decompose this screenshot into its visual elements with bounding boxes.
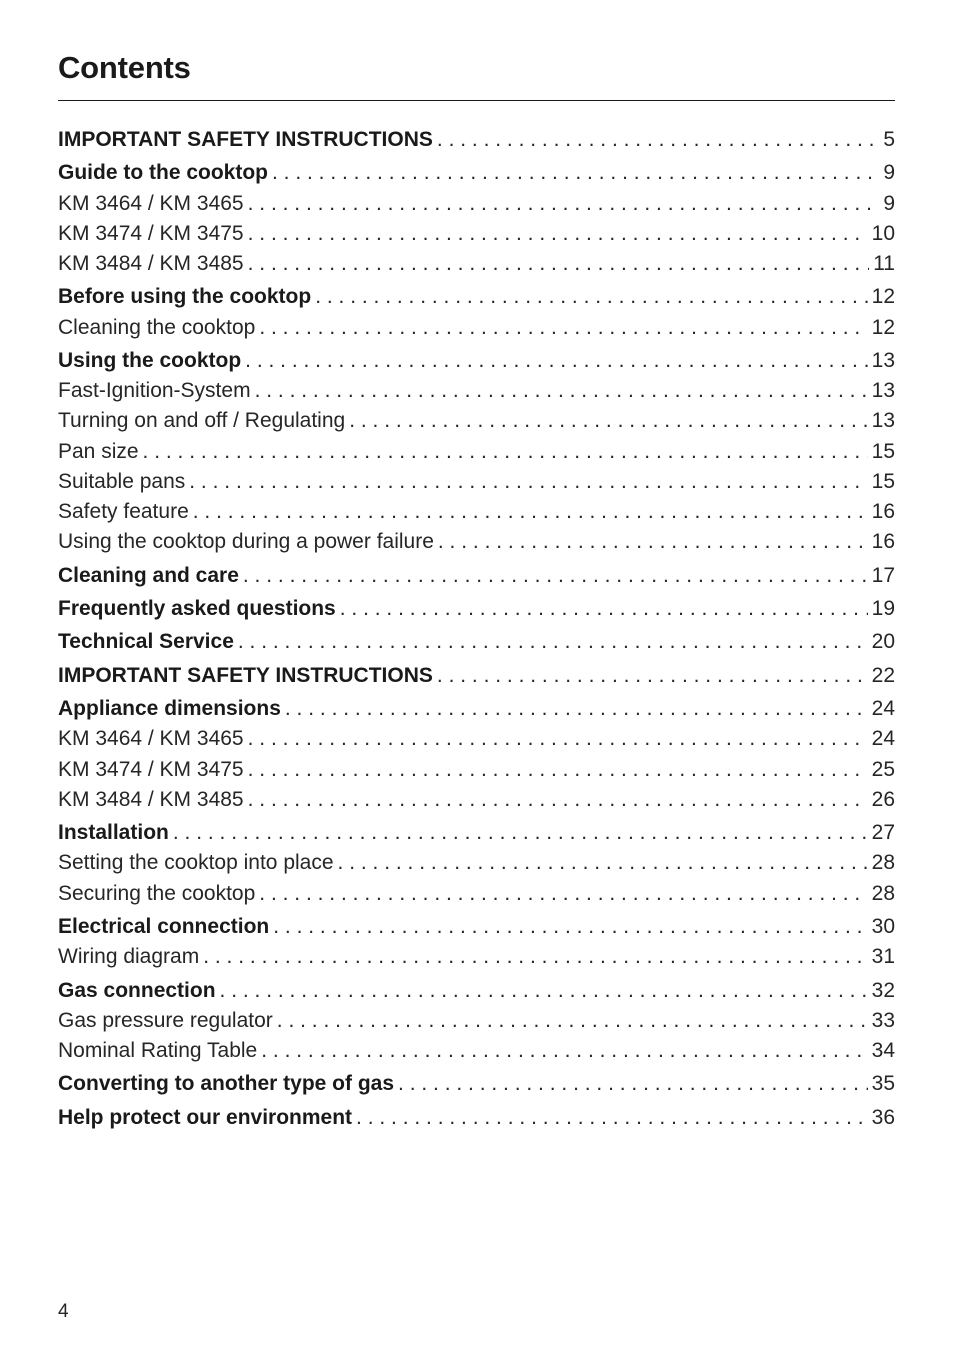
dot-leader <box>255 313 867 343</box>
toc-entry-page: 32 <box>871 978 895 1002</box>
dot-leader <box>257 1036 867 1066</box>
dot-leader <box>234 627 868 657</box>
toc-entry[interactable] <box>58 1006 895 1036</box>
toc-entry-page: 28 <box>871 881 895 905</box>
toc-entry-page: 24 <box>871 697 895 721</box>
toc-entry[interactable] <box>58 219 895 249</box>
toc-entry[interactable] <box>58 785 895 815</box>
toc-entry[interactable] <box>58 437 895 467</box>
toc-entry-page: 16 <box>871 500 895 523</box>
toc-entry-label: Cleaning the cooktop <box>58 315 256 339</box>
toc-entry-label: Cleaning and care <box>58 563 239 587</box>
dot-leader <box>244 249 870 279</box>
dot-leader <box>269 912 867 942</box>
toc-entry-label: KM 3474 / KM 3475 <box>58 757 244 781</box>
toc-entry[interactable] <box>58 724 895 754</box>
dot-leader <box>244 219 868 249</box>
toc-entry-page: 26 <box>871 787 895 811</box>
toc-entry[interactable] <box>58 313 895 343</box>
toc-entry-page: 28 <box>871 851 895 875</box>
toc-entry-label: Gas connection <box>58 978 216 1002</box>
toc-entry-label: Appliance dimensions <box>58 697 281 721</box>
toc-entry[interactable] <box>58 818 895 848</box>
dot-leader <box>239 561 868 591</box>
toc-entry-page: 11 <box>873 252 895 275</box>
toc-entry[interactable] <box>58 627 895 657</box>
toc-entry-label: Turning on and off / Regulating <box>58 409 346 433</box>
toc-entry[interactable] <box>58 694 895 724</box>
toc-entry-label: Guide to the cooktop <box>58 161 268 185</box>
toc-entry-page: 31 <box>871 945 895 969</box>
dot-leader <box>244 755 868 785</box>
dot-leader <box>244 189 880 219</box>
dot-leader <box>189 497 868 527</box>
toc-entry[interactable] <box>58 912 895 942</box>
toc-entry-page: 5 <box>883 128 895 151</box>
toc-entry[interactable] <box>58 755 895 785</box>
toc-entry-page: 15 <box>871 439 895 463</box>
toc-entry[interactable] <box>58 406 895 436</box>
toc-entry-page: 12 <box>871 285 895 309</box>
toc-entry[interactable] <box>58 497 895 527</box>
dot-leader <box>433 125 879 155</box>
dot-leader <box>336 594 868 624</box>
toc-entry[interactable] <box>58 125 895 155</box>
dot-leader <box>273 1006 868 1036</box>
toc-entry[interactable] <box>58 158 895 188</box>
toc-entry[interactable] <box>58 976 895 1006</box>
page-title: Contents <box>58 50 191 85</box>
toc-entry[interactable] <box>58 1069 895 1099</box>
toc-entry[interactable] <box>58 661 895 691</box>
toc-entry-label: Help protect our environment <box>58 1105 353 1129</box>
toc-entry-page: 17 <box>871 563 895 587</box>
toc-entry-label: Installation <box>58 821 169 845</box>
toc-entry[interactable] <box>58 376 895 406</box>
toc-entry-label: Wiring diagram <box>58 945 200 969</box>
toc-entry[interactable] <box>58 346 895 376</box>
toc-entry[interactable] <box>58 1103 895 1133</box>
toc-entry-label: KM 3484 / KM 3485 <box>58 787 244 811</box>
toc-entry-label: Technical Service <box>58 630 234 654</box>
toc-entry-label: IMPORTANT SAFETY INSTRUCTIONS <box>58 663 433 687</box>
toc-entry-page: 13 <box>871 348 895 372</box>
toc-entry-page: 13 <box>871 379 895 403</box>
toc-entry-label: Setting the cooktop into place <box>58 851 334 875</box>
toc-entry-page: 15 <box>871 469 895 493</box>
dot-leader <box>352 1103 868 1133</box>
toc-entry-page: 34 <box>871 1038 895 1062</box>
toc-entry[interactable] <box>58 249 895 279</box>
dot-leader <box>434 527 868 557</box>
toc-entry-page: 16 <box>871 530 895 554</box>
toc-entry-page: 12 <box>871 315 895 339</box>
toc-entry-label: Securing the cooktop <box>58 881 256 905</box>
toc-entry[interactable] <box>58 189 895 219</box>
dot-leader <box>433 661 868 691</box>
toc-entry-label: KM 3464 / KM 3465 <box>58 191 244 215</box>
toc-entry-page: 19 <box>871 596 895 620</box>
dot-leader <box>199 942 867 972</box>
toc-entry-label: Nominal Rating Table <box>58 1038 258 1062</box>
toc-entry-page: 9 <box>883 161 895 185</box>
dot-leader <box>311 282 867 312</box>
toc-entry-page: 9 <box>883 191 895 215</box>
toc-entry-label: KM 3464 / KM 3465 <box>58 727 244 751</box>
toc-entry-label: Using the cooktop <box>58 348 242 372</box>
toc-entry-label: Pan size <box>58 439 139 463</box>
table-of-contents <box>58 125 895 1133</box>
dot-leader <box>281 694 868 724</box>
toc-entry-label: Frequently asked questions <box>58 596 336 620</box>
toc-entry[interactable] <box>58 848 895 878</box>
toc-entry-label: Before using the cooktop <box>58 285 312 309</box>
toc-entry[interactable] <box>58 561 895 591</box>
toc-entry-label: Suitable pans <box>58 469 186 493</box>
toc-entry-page: 35 <box>871 1072 895 1096</box>
toc-entry-page: 22 <box>871 663 895 687</box>
dot-leader <box>244 724 868 754</box>
dot-leader <box>345 406 867 436</box>
toc-entry-label: KM 3474 / KM 3475 <box>58 221 244 245</box>
dot-leader <box>334 848 868 878</box>
toc-entry-page: 33 <box>871 1008 895 1032</box>
toc-entry-page: 25 <box>871 757 895 781</box>
toc-entry-page: 24 <box>871 727 895 751</box>
dot-leader <box>394 1069 868 1099</box>
toc-entry-label: Safety feature <box>58 500 189 523</box>
toc-entry-label: Fast-Ignition-System <box>58 379 251 403</box>
dot-leader <box>169 818 868 848</box>
toc-entry[interactable] <box>58 594 895 624</box>
toc-entry-page: 13 <box>871 409 895 433</box>
toc-entry[interactable] <box>58 879 895 909</box>
toc-entry[interactable] <box>58 1036 895 1066</box>
toc-entry-label: Converting to another type of gas <box>58 1072 395 1096</box>
toc-entry-label: Gas pressure regulator <box>58 1008 273 1032</box>
dot-leader <box>255 879 867 909</box>
dot-leader <box>241 346 867 376</box>
dot-leader <box>268 158 879 188</box>
dot-leader <box>139 437 868 467</box>
toc-entry[interactable] <box>58 467 895 497</box>
toc-entry-page: 20 <box>871 630 895 654</box>
toc-entry-page: 10 <box>871 221 895 245</box>
toc-entry-page: 27 <box>871 821 895 845</box>
toc-entry[interactable] <box>58 527 895 557</box>
title-divider <box>58 100 895 101</box>
dot-leader <box>251 376 868 406</box>
dot-leader <box>244 785 868 815</box>
toc-entry-label: Using the cooktop during a power failure <box>58 530 434 554</box>
dot-leader <box>185 467 867 497</box>
page-number: 4 <box>58 1301 69 1322</box>
toc-entry-label: KM 3484 / KM 3485 <box>58 252 244 275</box>
dot-leader <box>216 976 868 1006</box>
toc-entry-page: 36 <box>871 1105 895 1129</box>
toc-entry-page: 30 <box>871 914 895 938</box>
toc-entry[interactable] <box>58 282 895 312</box>
toc-entry[interactable] <box>58 942 895 972</box>
toc-entry-label: IMPORTANT SAFETY INSTRUCTIONS <box>58 128 433 151</box>
toc-entry-label: Electrical connection <box>58 914 270 938</box>
